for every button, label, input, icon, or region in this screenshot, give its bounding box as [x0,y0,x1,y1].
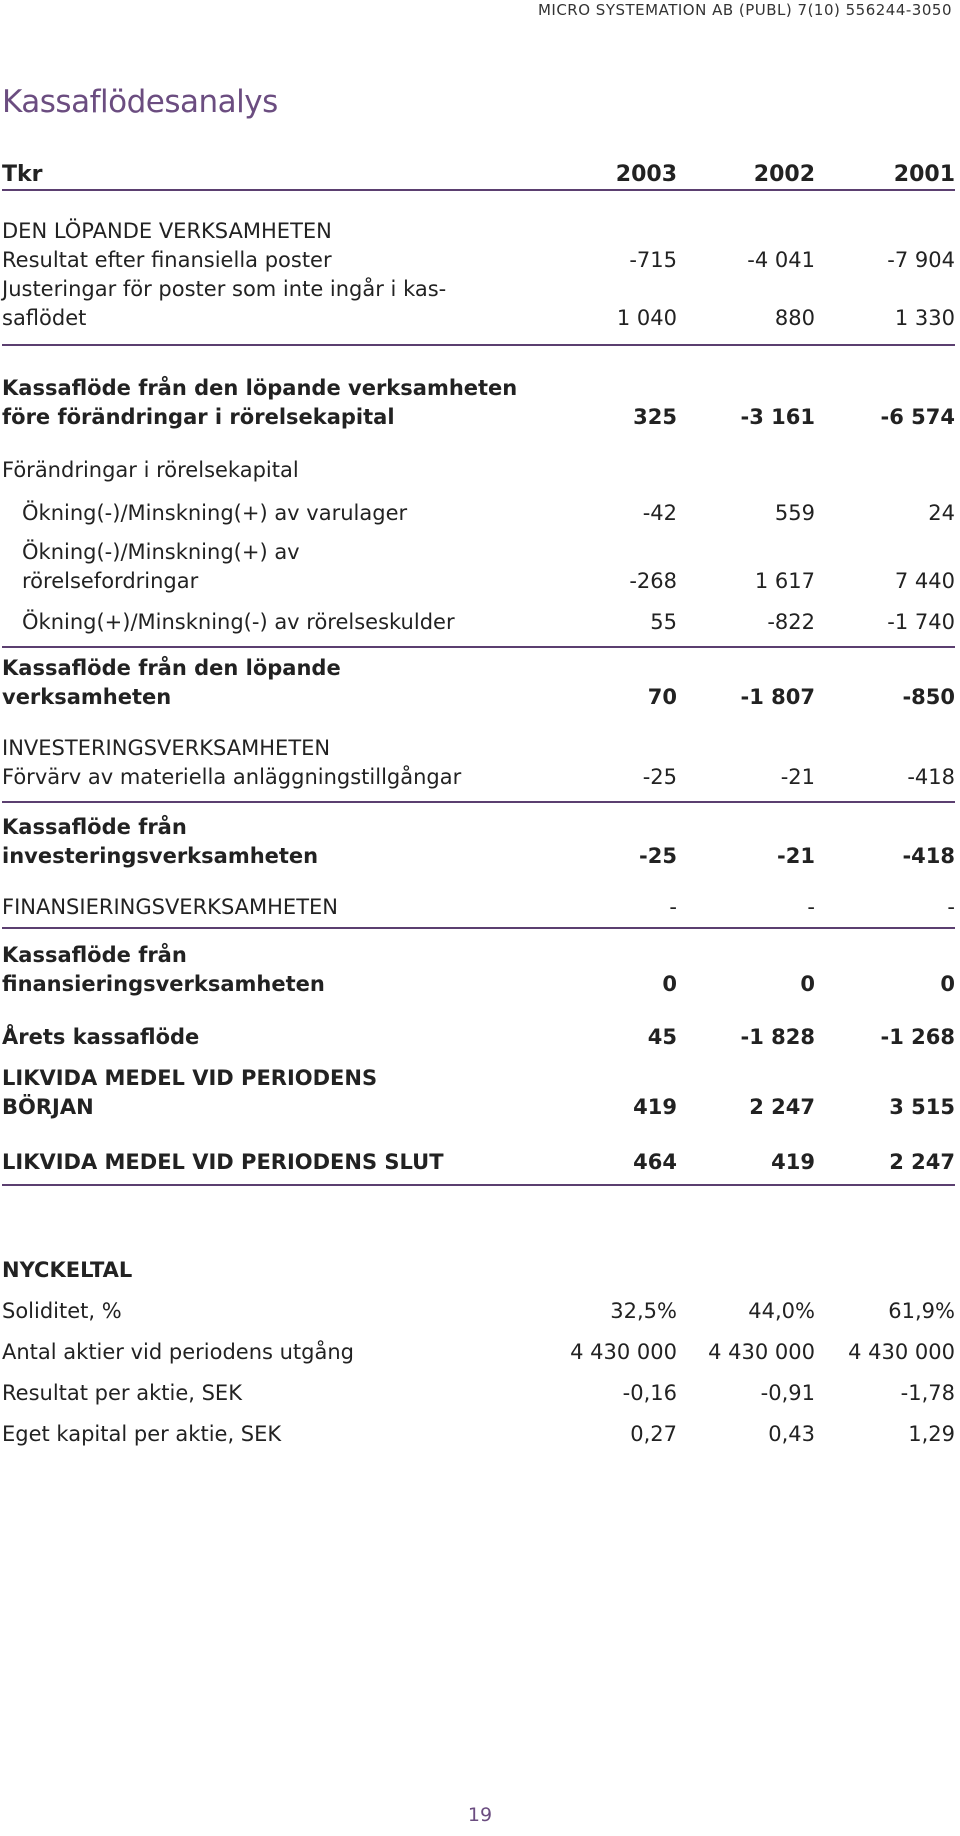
key-figure-row: Resultat per aktie, SEK -0,16 -0,91 -1,78 [2,1381,955,1405]
table-row-label-line: Justeringar för poster som inte ingår i kas- [2,277,447,301]
subtotal-row: Kassaflöde från finansieringsverksamheten 0 0 0 [2,943,955,996]
table-row: rörelsefordringar -268 1 617 7 440 [22,569,955,593]
table-row: Resultat efter finansiella poster -715 -4 041 -7 904 [2,248,955,272]
table-row: Förvärv av materiella anläggningstillgångar -25 -21 -418 [2,765,955,789]
total-row: Årets kassaflöde 45 -1 828 -1 268 [2,1025,955,1049]
total-row: BÖRJAN 419 2 247 3 515 [2,1095,955,1119]
page-title: Kassaflödesanalys [2,84,278,120]
table-row: Ökning(-)/Minskning(+) av varulager -42 559 24 [22,501,955,525]
total-row: LIKVIDA MEDEL VID PERIODENS SLUT 464 419 2 247 [2,1150,955,1174]
table-row: saflödet 1 040 880 1 330 [2,306,955,330]
page-number: 19 [467,1804,493,1826]
document-header: MICRO SYSTEMATION AB (PUBL) 7(10) 556244-3050 [537,1,952,19]
year-2002: 2002 [753,162,815,187]
unit-label: Tkr [2,162,43,187]
section-heading: Förändringar i rörelsekapital [2,458,299,482]
section-divider [2,1184,955,1186]
table-row-label-line: Ökning(-)/Minskning(+) av [22,540,300,564]
cash-flow-table [2,160,955,1177]
key-figure-row: Eget kapital per aktie, SEK 0,27 0,43 1,29 [2,1422,955,1446]
key-figures-heading: NYCKELTAL [2,1258,133,1282]
subtotal-label-line: Kassaflöde från den löpande verksamheten [2,376,518,400]
subtotal-row: före förändringar i rörelsekapital 325 -3 161 -6 574 [2,405,955,429]
subtotal-row: Kassaflöde från investeringsverksamheten -25 -21 -418 [2,815,955,868]
table-row: Ökning(+)/Minskning(-) av rörelseskulder 55 -822 -1 740 [22,610,955,634]
total-label-line: LIKVIDA MEDEL VID PERIODENS [2,1066,378,1090]
key-figure-row: Antal aktier vid periodens utgång 4 430 000 4 430 000 4 430 000 [2,1340,955,1364]
key-figure-row: Soliditet, % 32,5% 44,0% 61,9% [2,1299,955,1323]
section-heading: INVESTERINGSVERKSAMHETEN [2,736,331,760]
table-row: FINANSIERINGSVERKSAMHETEN - - - [2,895,955,919]
table-header-row [2,160,955,190]
year-2001: 2001 [893,162,955,187]
section-heading: DEN LÖPANDE VERKSAMHETEN [2,219,332,243]
year-2003: 2003 [615,162,677,187]
key-figures-table [2,1250,955,1455]
subtotal-row: Kassaflöde från den löpande verksamheten 70 -1 807 -850 [2,656,955,709]
